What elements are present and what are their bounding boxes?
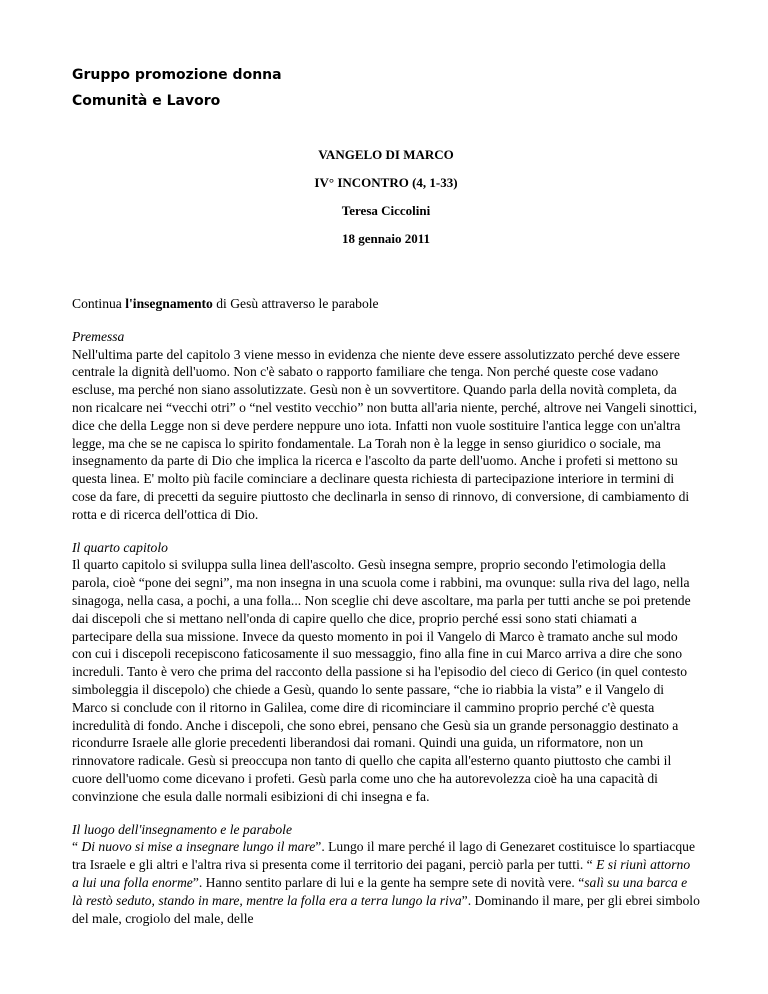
document-author: Teresa Ciccolini — [341, 203, 431, 218]
intro-text-after: di Gesù attraverso le parabole — [212, 296, 379, 311]
section-luogo-insegnamento — [72, 821, 700, 928]
intro-line — [72, 295, 700, 313]
document-date: 18 gennaio 2011 — [341, 231, 431, 246]
section-title: Premessa — [72, 328, 125, 344]
bible-quote: salì su una barca e là restò seduto, stando in mare, mentre la folla era a terra lungo la riva — [72, 874, 688, 908]
section-body: Nell'ultima parte del capitolo 3 viene messo in evidenza che niente deve essere assolutizzato perché deve essere centrale la dignità dell'uomo. Non c'è sabato o rapporto familiare che tenga. Non perché queste cose vadano escluse, ma perché non siano assolutizzate. Gesù non è un sovvertitore. Quando parla della novità completa, da non ricalcare nei “vecchi otri” o “nel vestito vecchio” non butta all'aria niente, perché, altrove nei Vangeli sinottici, dice che della Legge non si deve perdere neppure uno iota. Infatti non vuole sostituire l'antica legge con un'altra legge, ma che se ne capisca lo spirito fondamentale. La Torah non è la legge in senso giuridico o sociale, ma insegnamento da parte di Dio che implica la ricerca e l'ascolto da parte dell'uomo. Anche i profeti si mettono su questa linea. E' molto più facile cominciare a declinare questa richiesta di partecipazione interiore in termini di cose da fare, di precetti da seguire piuttosto che declinarla in senso di rinnovo, di conversione, di cambiamento di rotta e di ricerca dell'ottica di Dio. — [72, 346, 697, 522]
intro-bold-word: l'insegnamento — [125, 296, 213, 311]
section-title: Il quarto capitolo — [72, 539, 168, 555]
document-page — [72, 66, 700, 927]
org-name-line2: Comunità e Lavoro — [72, 93, 221, 109]
section-quarto-capitolo — [72, 539, 700, 806]
intro-text-before: Continua — [72, 296, 126, 311]
bible-quote: E si riunì attorno a lui una folla enorme — [72, 857, 691, 890]
section-premessa — [72, 328, 700, 524]
bible-quote: Di nuovo si mise a insegnare lungo il mare — [81, 839, 316, 855]
section-body: “ Di nuovo si mise a insegnare lungo il mare”. Lungo il mare perché il lago di Genezaret costituisce lo spartiacque tra Israele e gli altri e l'altra riva si presenta come il territorio dei pagani, perciò parla per tutti. “ E si riunì attorno a lui una folla enorme”. Hanno sentito parlare di lui e la gente ha sempre sete di novità vere. “salì su una barca e là restò seduto, stando in mare, mentre la folla era a terra lungo la riva”. Dominando il mare, per gli ebrei simbolo del male, crogiolo del male, delle — [72, 839, 700, 926]
org-name-line1: Gruppo promozione donna — [72, 67, 282, 83]
section-body: Il quarto capitolo si sviluppa sulla linea dell'ascolto. Gesù insegna sempre, proprio secondo l'etimologia della parola, cioè “pone dei segni”, ma non insegna in una scuola come i rabbini, ma ovunque: sulla riva del lago, nella sinagoga, nella casa, a pochi, a una folla... Non sceglie chi deve ascoltare, ma parla per tutti anche se poi pretende dai discepoli che si mettano nell'onda di capire quello che dice, proprio perché essi sono stati chiamati a partecipare della sua missione. Invece da questo momento in poi il Vangelo di Marco è tramato anche sul modo con cui i discepoli recepiscono faticosamente il suo messaggio, fino alla fine in cui Marco arriva a dire che sono increduli. Tanto è vero che prima del racconto della passione si ha l'episodio del cieco di Gerico (in quel contesto simboleggia il discepolo) che chiede a Gesù, quando lo sente passare, “che io riabbia la vista” e il Vangelo di Marco si conclude con il ritorno in Galilea, come dire di ricominciare il cammino proprio perché c'è questa incredulità di fondo. Anche i discepoli, che sono ebrei, pensano che Gesù sia un grande personaggio destinato a ricondurre Israele alle glorie precedenti liberandosi dai romani. Quindi una guida, un riformatore, non un rinnovatore radicale. Gesù si preoccupa non tanto di quello che capita all'esterno quanto piuttosto che cambi il cuore dell'uomo come dicevano i profeti. Gesù parla come uno che ha autorevolezza cioè ha una capacità di convinzione che esula dalle normali esibizioni di chi insegna e fa. — [72, 557, 691, 804]
section-title: Il luogo dell'insegnamento e le parabole — [72, 821, 292, 837]
document-subtitle: IV° INCONTRO (4, 1-33) — [314, 175, 458, 190]
document-title: VANGELO DI MARCO — [318, 147, 454, 162]
